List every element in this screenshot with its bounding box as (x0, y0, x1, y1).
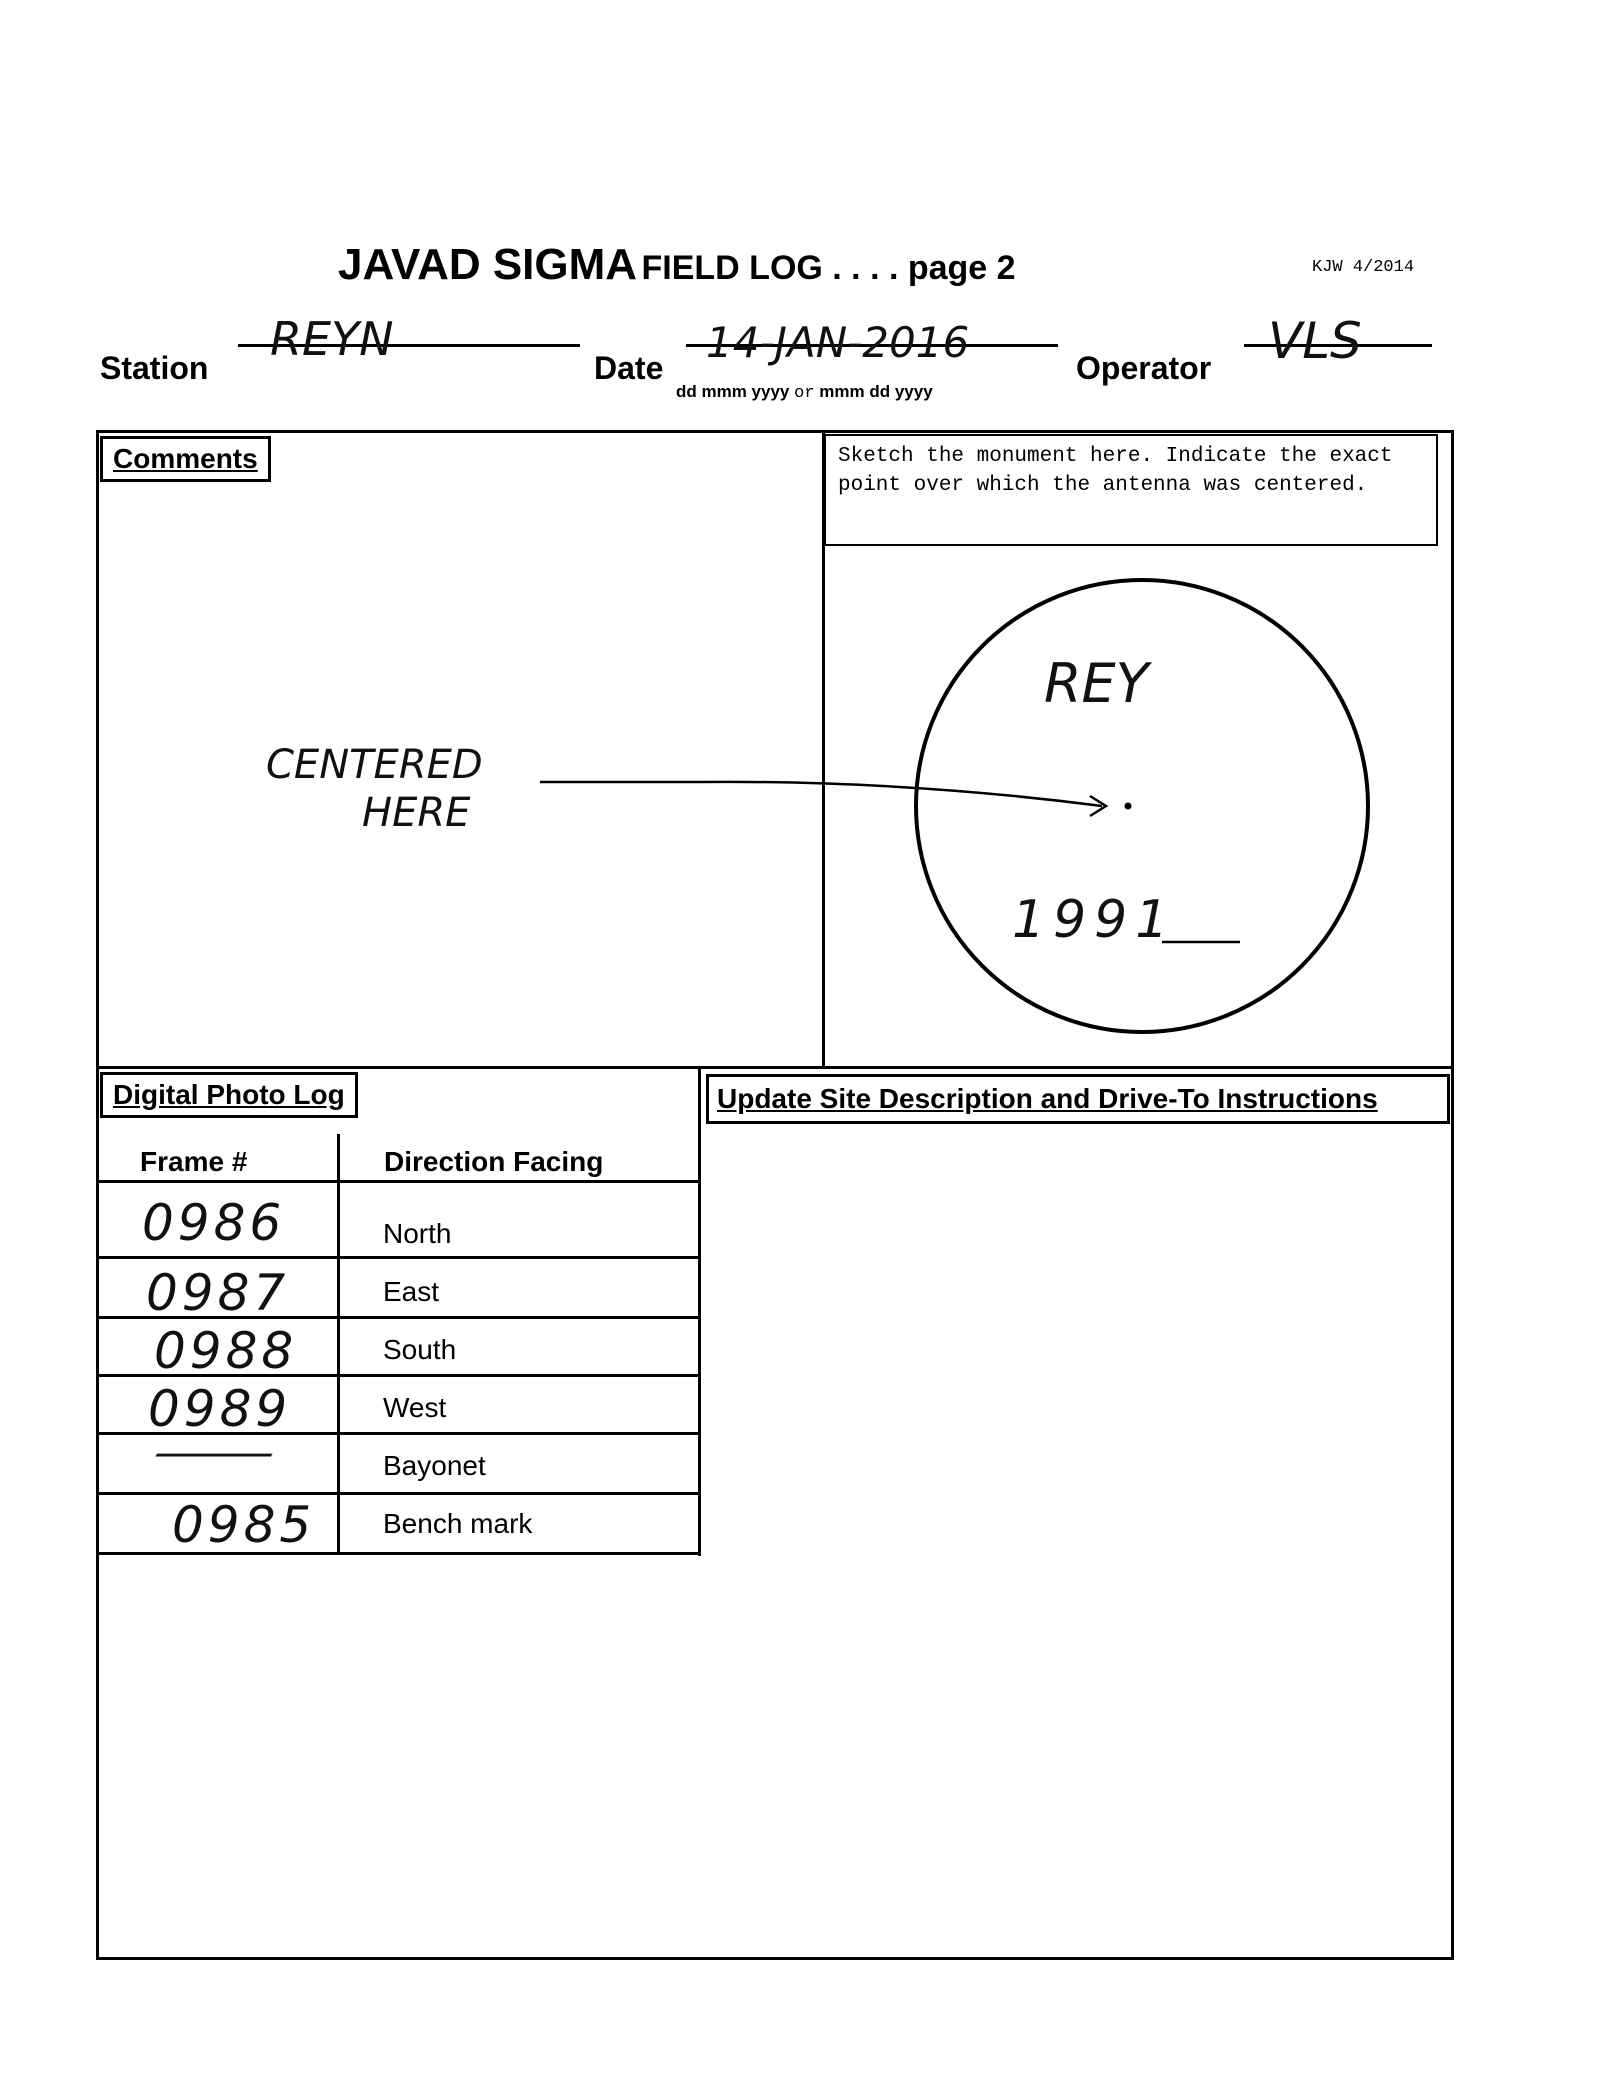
photo-direction-cell: South (383, 1334, 457, 1365)
date-format-b: mmm dd yyyy (819, 382, 933, 401)
title-rest: FIELD LOG . . . . page 2 (641, 249, 1016, 287)
monument-disk (916, 580, 1368, 1032)
date-label: Date (594, 350, 664, 386)
date-value[interactable]: 14-JAN-2016 (706, 318, 970, 367)
station-label: Station (100, 350, 209, 386)
photo-direction-cell: Bench mark (383, 1508, 533, 1539)
photo-frame-cell[interactable]: 0989 (148, 1380, 292, 1438)
photo-frame-cell[interactable]: 0987 (146, 1264, 290, 1322)
photo-log-row-rule (96, 1256, 700, 1259)
date-format-a: dd mmm yyyy (676, 382, 790, 401)
date-format-or: or (794, 384, 815, 403)
col-frame-header: Frame # (140, 1146, 248, 1177)
photo-direction-cell: North (383, 1218, 452, 1249)
photo-log-header-rule (96, 1180, 700, 1183)
photo-log-col-divider (337, 1134, 340, 1554)
photo-direction-cell: East (383, 1276, 440, 1307)
operator-label: Operator (1076, 350, 1212, 386)
sketch-instructions: Sketch the monument here. Indicate the exact point over which the antenna was centered. (824, 434, 1438, 546)
comments-note-line1[interactable]: CENTERED (266, 742, 483, 788)
centered-arrow (540, 782, 1102, 806)
photo-frame-cell[interactable]: 0988 (154, 1322, 298, 1380)
comments-label: Comments (100, 436, 271, 482)
photo-direction-cell: Bayonet (383, 1450, 486, 1481)
disk-text-bottom: 1991 (1012, 890, 1177, 950)
photo-frame-cell[interactable]: 0985 (172, 1496, 316, 1554)
disk-text-top: REY (1044, 652, 1149, 715)
photo-frame-cell[interactable]: 0986 (142, 1194, 286, 1252)
form-reference: KJW 4/2014 (1312, 258, 1415, 277)
comments-note-line2[interactable]: HERE (362, 790, 471, 836)
photo-frame-cell[interactable]: — (150, 1430, 278, 1476)
title-bold: JAVAD SIGMA (338, 240, 638, 289)
photo-log-label: Digital Photo Log (100, 1072, 358, 1118)
photo-log-row-rule (96, 1492, 700, 1495)
photo-log-right-edge (698, 1066, 701, 1556)
station-value[interactable]: REYN (270, 312, 394, 366)
col-direction-header: Direction Facing (384, 1146, 604, 1177)
operator-value[interactable]: VLS (1268, 312, 1362, 370)
update-site-label: Update Site Description and Drive-To Instructions (706, 1074, 1450, 1124)
center-mark (1125, 803, 1132, 810)
photo-direction-cell: West (383, 1392, 447, 1423)
